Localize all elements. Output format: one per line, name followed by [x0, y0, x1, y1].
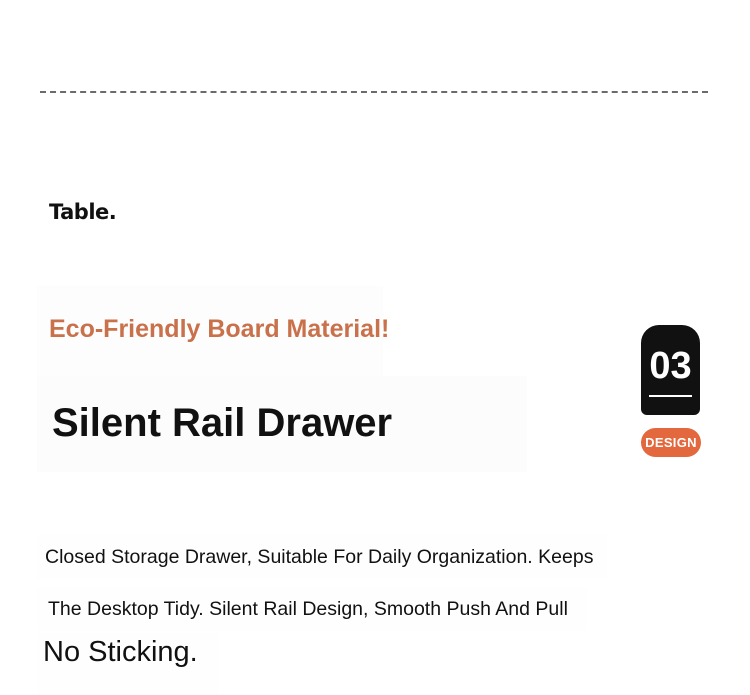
number-badge	[641, 325, 700, 415]
badge-underline	[649, 395, 692, 397]
feature-subtitle: Eco-Friendly Board Material!	[49, 315, 390, 343]
dashed-divider	[40, 91, 708, 93]
design-tag-label: DESIGN	[645, 435, 697, 450]
section-label: Table.	[49, 200, 117, 224]
badge-number: 03	[649, 345, 692, 387]
description-line-1: Closed Storage Drawer, Suitable For Daily Organization. Keeps	[45, 546, 594, 568]
description-line-3: No Sticking.	[43, 636, 198, 668]
description-line-2: The Desktop Tidy. Silent Rail Design, Smooth Push And Pull	[48, 598, 568, 620]
design-tag	[641, 428, 701, 457]
feature-title: Silent Rail Drawer	[52, 401, 393, 445]
